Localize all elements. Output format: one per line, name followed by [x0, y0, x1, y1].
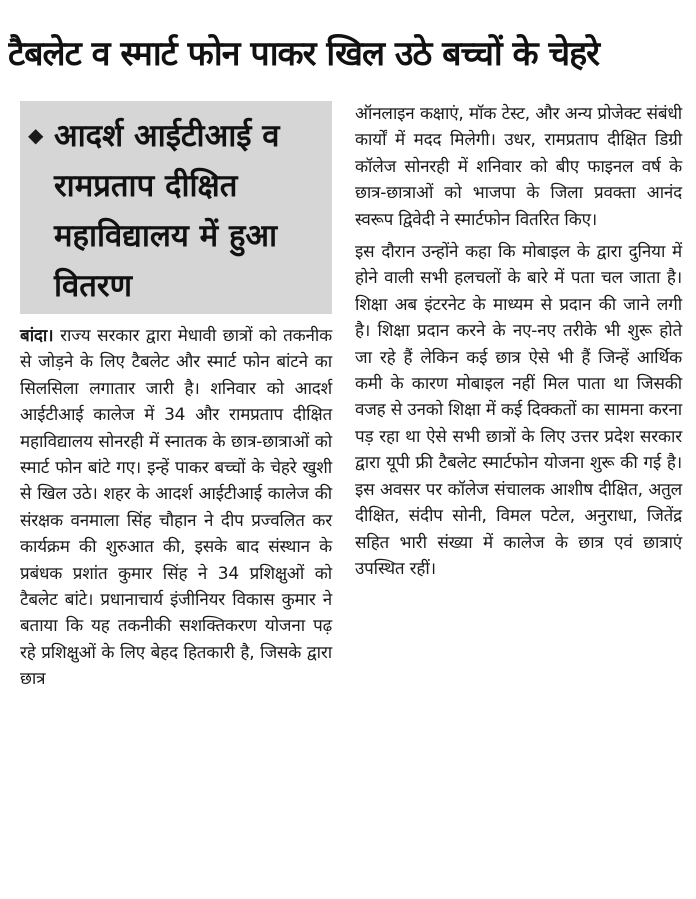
diamond-bullet-icon: ◆: [28, 123, 44, 147]
right-column: [355, 101, 682, 582]
dateline: बांदा।: [20, 326, 54, 346]
left-column: [20, 101, 332, 693]
article-paragraph-1: [20, 323, 332, 693]
paragraph-1-text: राज्य सरकार द्वारा मेधावी छात्रों को तकनीक से जोड़ने के लिए टैबलेट और स्मार्ट फोन बांटने का सिलसिला लगातार जारी है। शनिवार को आदर्श आईटीआई कालेज में 34 और रामप्रताप दीक्षित महाविद्यालय सोनरही में स्नातक के छात्र-छात्राओं को स्मार्ट फोन बांटे गए। इन्हें पाकर बच्चों के चेहरे खुशी से खिल उठे। शहर के आदर्श आईटीआई कालेज की संरक्षक वनमाला सिंह चौहान ने दीप प्रज्वलित कर कार्यक्रम की शुरुआत की, इसके बाद संस्थान के प्रबंधक प्रशांत कुमार सिंह ने 34 प्रशिक्षुओं को टैबलेट बांटे। प्रधानाचार्य इंजीनियर विकास कुमार ने बताया कि यह तकनीकी सशक्तिकरण योजना पढ़ रहे प्रशिक्षुओं के लिए बेहद हितकारी है, जिसके द्वारा छात्र: [20, 326, 332, 690]
headline: टैबलेट व स्मार्ट फोन पाकर खिल उठे बच्चों के चेहरे: [8, 34, 600, 74]
highlight-text: आदर्श आईटीआई व रामप्रताप दीक्षित महाविद्यालय में हुआ वितरण: [54, 118, 280, 304]
highlight-box: [20, 101, 332, 314]
article-paragraph-3: इस दौरान उन्होंने कहा कि मोबाइल के द्वारा दुनिया में होने वाली सभी हलचलों के बारे में पता चल जाता है। शिक्षा अब इंटरनेट के माध्यम से प्रदान की जाने लगी है। शिक्षा प्रदान करने के नए-नए तरीके भी शुरू होते जा रहे हैं लेकिन कई छात्र ऐसे भी हैं जिन्हें आर्थिक कमी के कारण मोबाइल नहीं मिल पाता था जिसकी वजह से उनको शिक्षा में कई दिक्कतों का सामना करना पड़ रहा था ऐसे सभी छात्रों के लिए उत्तर प्रदेश सरकार द्वारा यूपी फ्री टैबलेट स्मार्टफोन योजना शुरू की गई है। इस अवसर पर कॉलेज संचालक आशीष दीक्षित, अतुल दीक्षित, संदीप सोनी, विमल पटेल, अनुराधा, जितेंद्र सहित भारी संख्या में कालेज के छात्र एवं छात्राएं उपस्थित रहीं।: [355, 242, 682, 579]
article-paragraph-2: ऑनलाइन कक्षाएं, मॉक टेस्ट, और अन्य प्रोजेक्ट संबंधी कार्यों में मदद मिलेगी। उधर, रामप्रताप दीक्षित डिग्री कॉलेज सोनरही में शनिवार को बीए फाइनल वर्ष के छात्र-छात्राओं को भाजपा के जिला प्रवक्ता आनंद स्वरूप द्विवेदी ने स्मार्टफोन वितरित किए।: [355, 104, 682, 230]
